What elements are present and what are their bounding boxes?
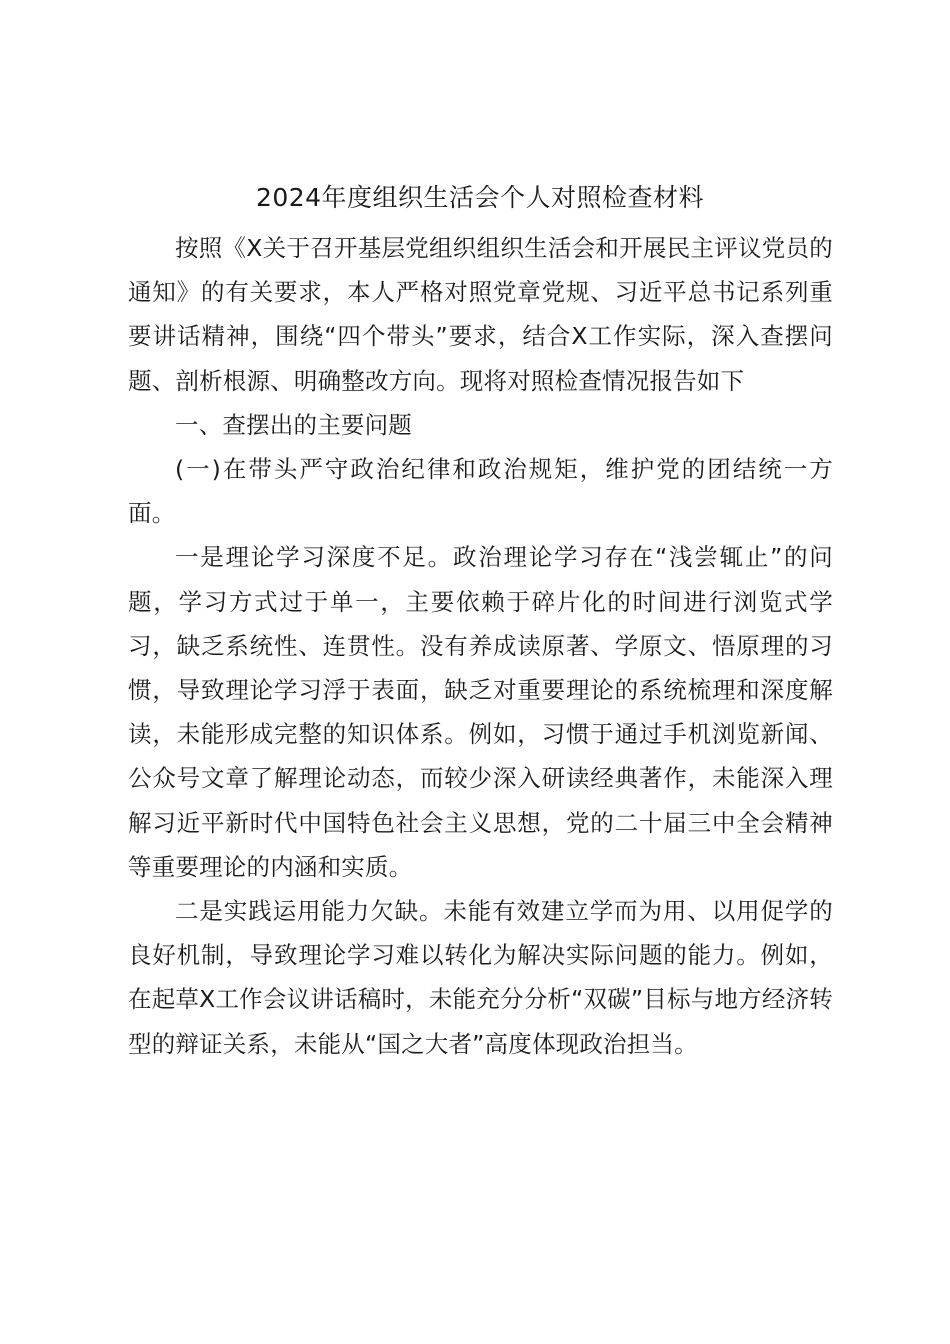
intro-paragraph: 按照《X关于召开基层党组织组织生活会和开展民主评议党员的通知》的有关要求，本人严格对照党章党规、习近平总书记系列重要讲话精神，围绕“四个带头”要求，结合X工作实际，深入查摆问题、剖析根源、明确整改方向。现将对照检查情况报告如下 xyxy=(128,234,833,395)
section-heading: 一、查摆出的主要问题 xyxy=(175,410,412,439)
subsection-heading: (一)在带头严守政治纪律和政治规矩，维护党的团结统一方面。 xyxy=(128,455,833,528)
document-title: 2024年度组织生活会个人对照检查材料 xyxy=(255,183,705,212)
document-body xyxy=(128,226,833,1066)
issue-paragraph-2: 二是实践运用能力欠缺。未能有效建立学而为用、以用促学的良好机制，导致理论学习难以转化为解决实际问题的能力。例如，在起草X工作会议讲话稿时，未能充分分析“双碳”目标与地方经济转型的辩证关系，未能从“国之大者”高度体现政治担当。 xyxy=(128,897,833,1058)
issue-paragraph-1: 一是理论学习深度不足。政治理论学习存在“浅尝辄止”的问题，学习方式过于单一，主要依赖于碎片化的时间进行浏览式学习，缺乏系统性、连贯性。没有养成读原著、学原文、悟原理的习惯，导致理论学习浮于表面，缺乏对重要理论的系统梳理和深度解读，未能形成完整的知识体系。例如，习惯于通过手机浏览新闻、公众号文章了解理论动态，而较少深入研读经典著作，未能深入理解习近平新时代中国特色社会主义思想，党的二十届三中全会精神等重要理论的内涵和实质。 xyxy=(128,543,833,881)
